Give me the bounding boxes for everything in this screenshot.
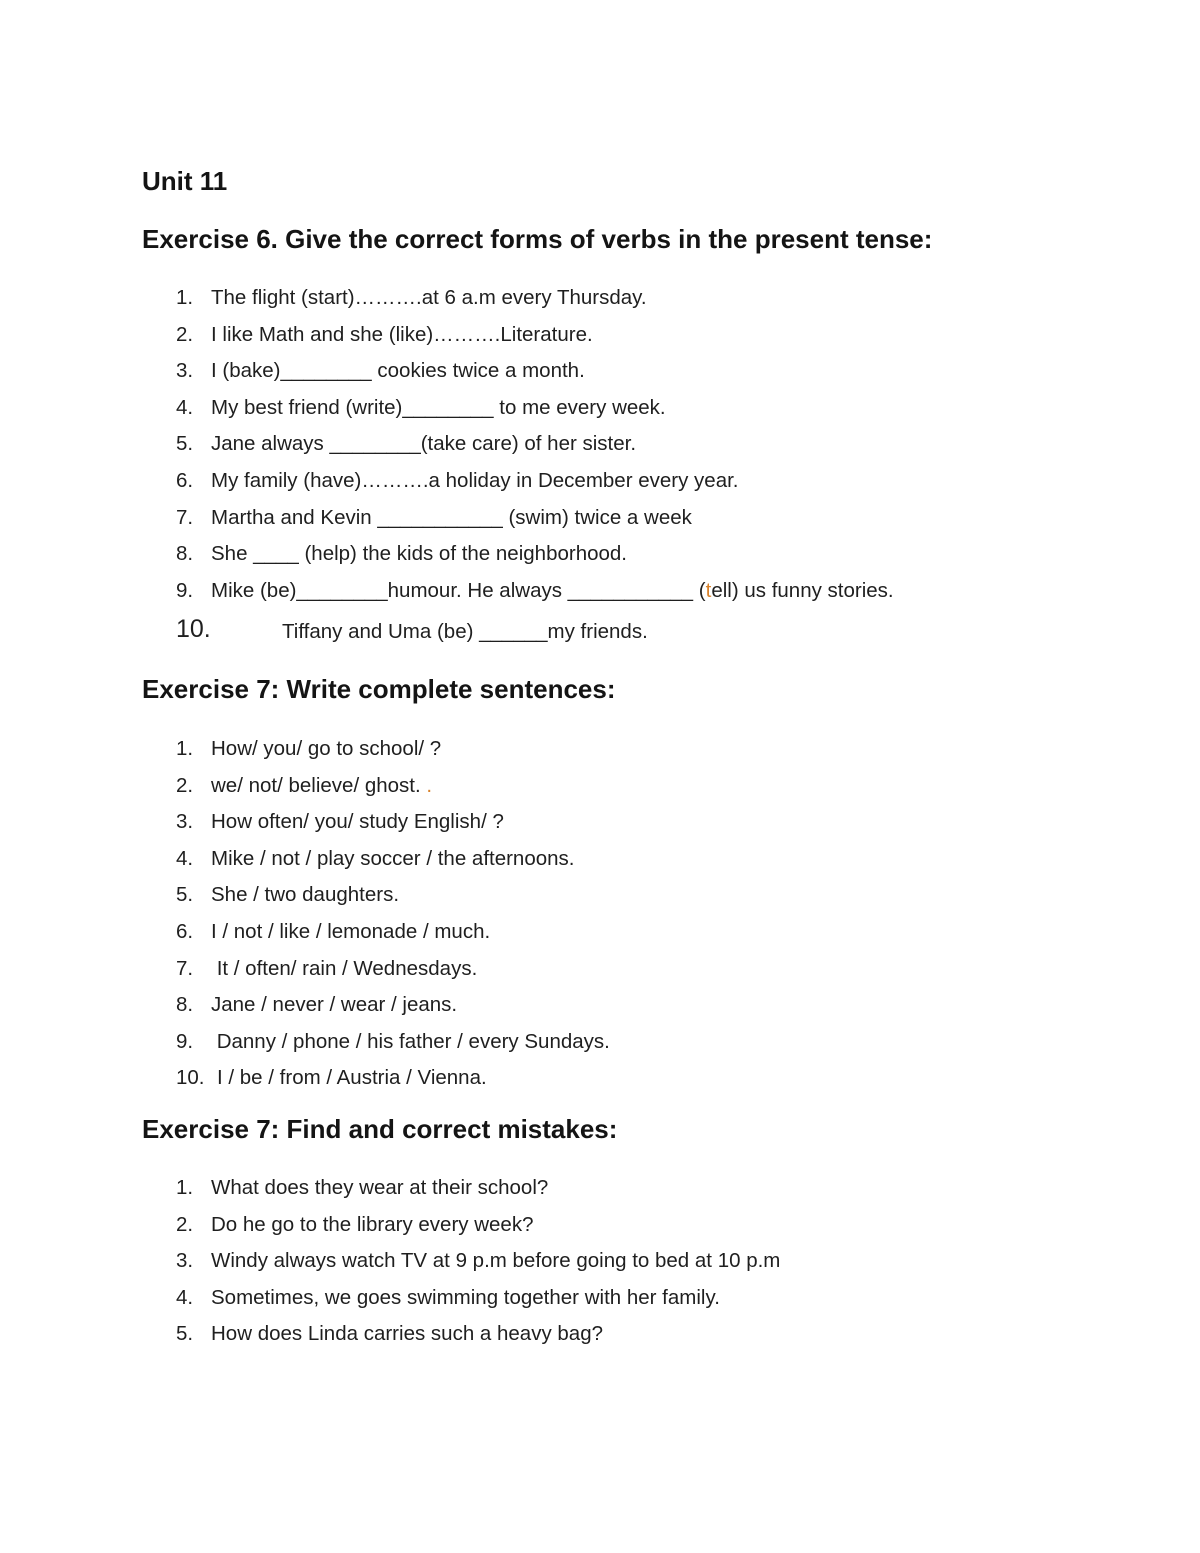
item-number: 2. [176, 1212, 194, 1236]
item-text: I like Math and she (like)……….Literature. [211, 322, 593, 346]
item-text: It / often/ rain / Wednesdays. [211, 956, 478, 980]
item-text: Do he go to the library every week? [211, 1212, 534, 1236]
item-number: 10. [176, 615, 211, 644]
item-number: 6. [176, 919, 194, 943]
item-text: Martha and Kevin ___________ (swim) twice a week [211, 505, 692, 529]
exercise-7-mistakes-title: Exercise 7: Find and correct mistakes: [142, 1114, 618, 1144]
exercise-7-sentences-title: Exercise 7: Write complete sentences: [142, 674, 616, 704]
item-number: 7. [176, 505, 194, 529]
item-text: What does they wear at their school? [211, 1176, 549, 1199]
item-number: 3. [176, 810, 194, 834]
item-number: 9. [176, 578, 194, 602]
exercise-6-title: Exercise 6. Give the correct forms of verbs in the present tense: [142, 224, 933, 254]
highlighted-letter: t [705, 578, 712, 602]
item-number: 4. [176, 395, 194, 419]
item-number: 3. [176, 359, 194, 383]
item-text: Mike / not / play soccer / the afternoons. [211, 846, 575, 870]
item-number: 5. [176, 883, 194, 907]
item-text: She ____ (help) the kids of the neighborhood. [211, 542, 627, 566]
item-number: 2. [176, 322, 194, 346]
item-text: Jane / never / wear / jeans. [211, 993, 458, 1017]
item-text: Jane always ________(take care) of her sister. [211, 432, 637, 456]
item-text: I / not / like / lemonade / much. [211, 919, 491, 943]
item-text: I (bake)________ cookies twice a month. [211, 359, 585, 383]
item-number: 5. [176, 432, 194, 456]
item-text: How often/ you/ study English/ ? [211, 810, 504, 834]
item-text: I / be / from / Austria / Vienna. [217, 1066, 487, 1090]
item-text: She / two daughters. [211, 883, 400, 907]
item-text: Danny / phone / his father / every Sundays. [211, 1029, 610, 1053]
item-number: 9. [176, 1029, 194, 1053]
item-text-part: we/ not/ believe/ ghost. [211, 773, 427, 797]
item-text: The flight (start)……….at 6 a.m every Thursday. [211, 286, 647, 309]
item-number: 10. [176, 1066, 205, 1090]
highlighted-period: . [426, 773, 433, 797]
item-number: 1. [176, 1176, 194, 1199]
item-number: 5. [176, 1322, 194, 1346]
item-text: Windy always watch TV at 9 p.m before going to bed at 10 p.m [211, 1249, 781, 1273]
item-number: 2. [176, 773, 194, 797]
item-number: 3. [176, 1249, 194, 1273]
item-number: 1. [176, 737, 194, 760]
item-text: Sometimes, we goes swimming together with her family. [211, 1285, 720, 1309]
item-text: My best friend (write)________ to me every week. [211, 395, 666, 419]
unit-title: Unit 11 [142, 166, 228, 196]
item-number: 1. [176, 286, 194, 309]
item-number: 8. [176, 993, 194, 1017]
item-text: Tiffany and Uma (be) ______my friends. [282, 620, 648, 644]
item-number: 8. [176, 542, 194, 566]
item-text-part: Mike (be)________humour. He always ___________ ( [211, 578, 706, 602]
item-text: My family (have)……….a holiday in December every year. [211, 468, 739, 492]
item-number: 6. [176, 468, 194, 492]
item-text [211, 576, 894, 606]
item-number: 4. [176, 1285, 194, 1309]
item-number: 7. [176, 956, 194, 980]
item-text: How/ you/ go to school/ ? [211, 737, 442, 760]
item-text [211, 771, 432, 801]
item-text-part: ell) us funny stories. [711, 578, 894, 602]
item-number: 4. [176, 846, 194, 870]
item-text: How does Linda carries such a heavy bag? [211, 1322, 604, 1346]
